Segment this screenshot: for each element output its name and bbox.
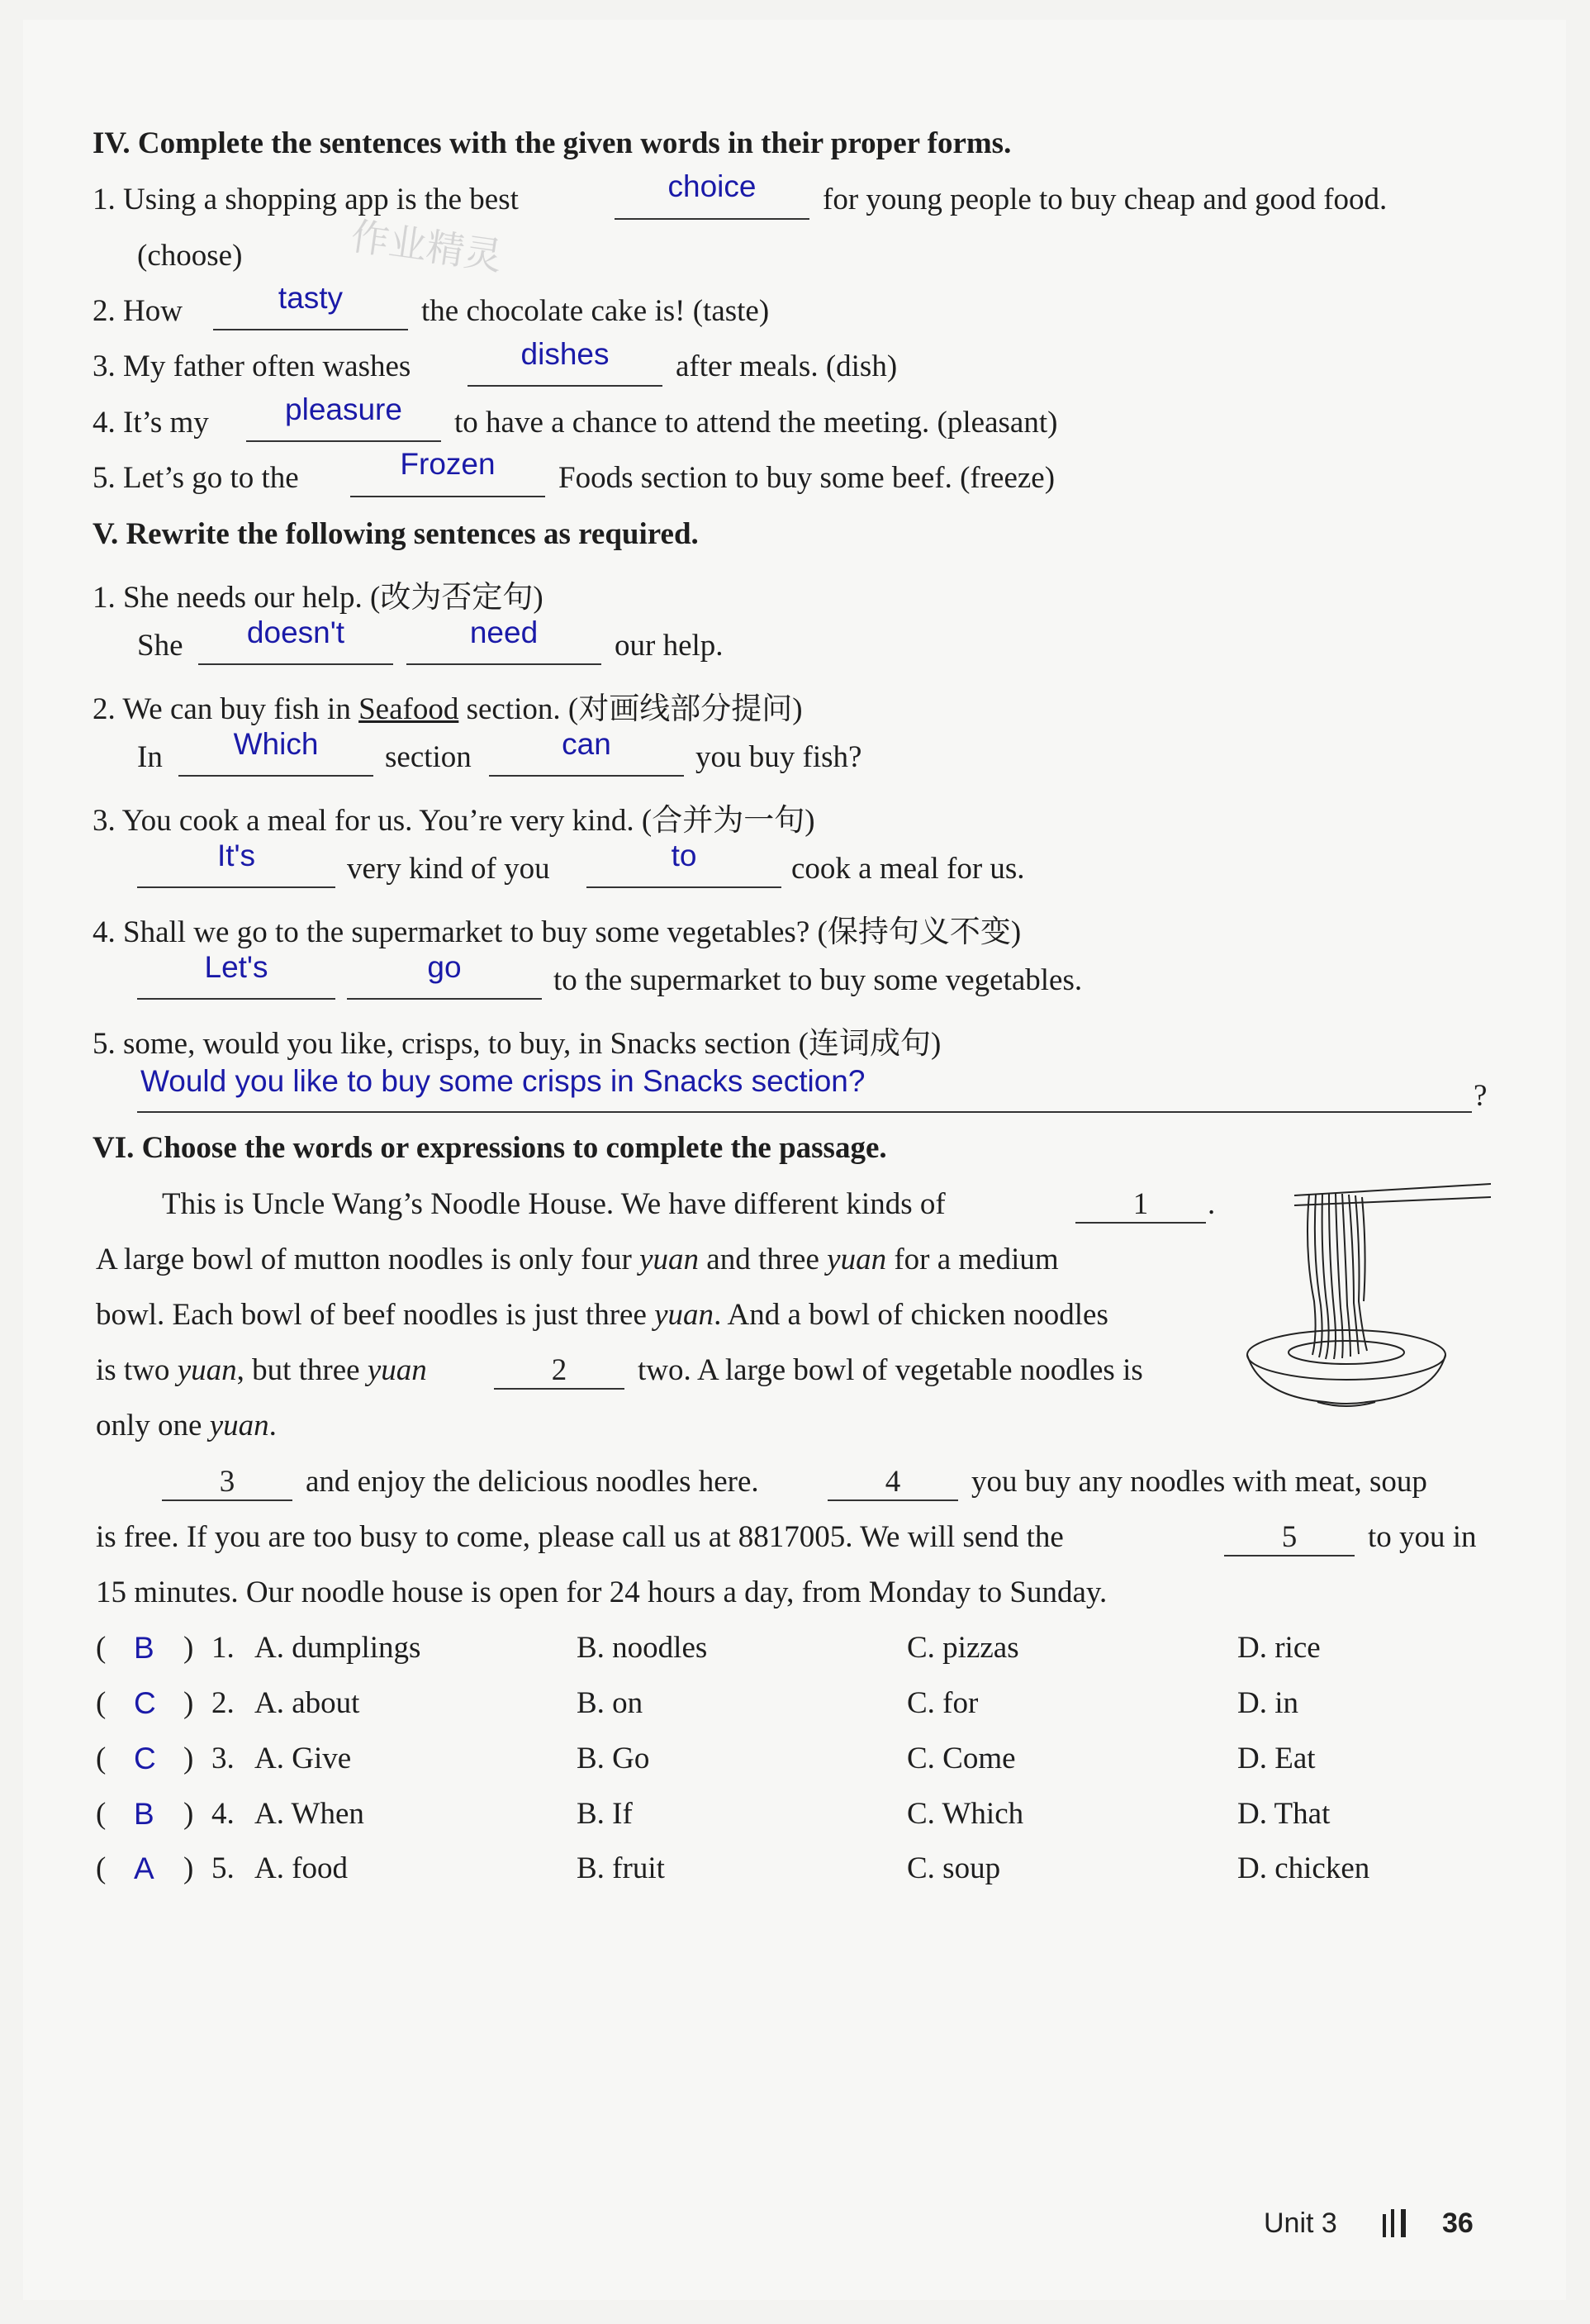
passage-blank-3-number: 3 <box>219 1465 235 1499</box>
passage-line-3 <box>96 1297 1108 1333</box>
s5-q2-answer-2: can <box>562 727 611 761</box>
footer-bars-icon <box>1381 2206 1414 2239</box>
choice-option-a[interactable]: A. food <box>254 1851 349 1885</box>
choice-option-c[interactable]: C. pizzas <box>907 1631 1019 1665</box>
s4-q2-blank[interactable] <box>213 329 408 330</box>
s5-q1-answer-1: doesn't <box>246 615 345 649</box>
s5-q2-text-b: section. (对画线部分提问) <box>466 692 803 726</box>
chopstick-1 <box>1294 1184 1491 1195</box>
section-v-title: V. Rewrite the following sentences as required. <box>93 517 699 551</box>
s5-q3-tail: cook a meal for us. <box>791 852 1025 886</box>
s5-q1-blank-2[interactable] <box>406 663 601 665</box>
s5-q3-answer-2: to <box>671 839 697 872</box>
s5-q2-lead: In <box>137 740 163 774</box>
s4-q1-blank[interactable] <box>615 218 809 220</box>
s5-q3-blank-2[interactable] <box>586 886 781 888</box>
s5-q5-blank[interactable] <box>137 1111 1472 1113</box>
yuan-word: yuan <box>654 1298 714 1332</box>
s4-q1-hint: (choose) <box>137 239 243 273</box>
choice-bracket-open: ( <box>96 1686 107 1720</box>
s5-q2-text <box>93 683 803 728</box>
s4-q4-text: 4. It’s my <box>93 406 209 440</box>
yuan-word: yuan <box>177 1353 237 1387</box>
passage-line-4-c: two. A large bowl of vegetable noodles is <box>638 1353 1143 1387</box>
s4-q4-blank[interactable] <box>246 440 441 442</box>
choice-option-a[interactable]: A. Give <box>254 1742 352 1775</box>
choice-option-b[interactable]: B. on <box>577 1686 643 1720</box>
passage-p2-line-1a: and enjoy the delicious noodles here. <box>306 1465 759 1499</box>
passage-blank-5-number: 5 <box>1281 1520 1298 1554</box>
s5-q3-text: 3. You cook a meal for us. You’re very kind. (合并为一句) <box>93 804 815 838</box>
choice-option-d[interactable]: D. chicken <box>1237 1851 1370 1885</box>
s5-q4-answer-1: Let's <box>204 950 268 984</box>
s4-q5-text: 5. Let’s go to the <box>93 461 299 495</box>
s5-q2-tail: you buy fish? <box>695 740 862 774</box>
choice-answer[interactable]: B <box>134 1797 154 1831</box>
s5-q2-text-a: 2. We can buy fish in <box>93 692 351 726</box>
s5-q2-blank-2[interactable] <box>489 775 684 777</box>
passage-line-4-text: is two <box>96 1353 170 1387</box>
s5-q3-mid: very kind of you <box>347 852 550 886</box>
choice-option-b[interactable]: B. noodles <box>577 1631 708 1665</box>
s4-q2-text: 2. How <box>93 294 183 328</box>
s4-q2-answer: tasty <box>278 281 344 315</box>
choice-bracket-close: ) <box>183 1797 194 1831</box>
s5-q1-lead: She <box>137 629 183 663</box>
choice-number: 4. <box>211 1797 235 1831</box>
passage-line-2-a: A large bowl of mutton noodles is only four <box>96 1243 632 1276</box>
s5-q4-tail: to the supermarket to buy some vegetables. <box>553 963 1083 997</box>
s5-q1-text: 1. She needs our help. (改为否定句) <box>93 581 543 615</box>
s4-q5-blank[interactable] <box>350 496 545 497</box>
choice-answer[interactable]: B <box>134 1631 154 1665</box>
passage-line-2-c: for a medium <box>894 1243 1059 1276</box>
choice-number: 1. <box>211 1631 235 1665</box>
choice-option-d[interactable]: D. That <box>1237 1797 1331 1831</box>
passage-line-5 <box>96 1408 277 1443</box>
s4-q2-text-end: the chocolate cake is! (taste) <box>421 294 770 328</box>
choice-bracket-open: ( <box>96 1851 107 1885</box>
choice-option-c[interactable]: C. for <box>907 1686 979 1720</box>
s5-q1-answer-2: need <box>469 615 539 649</box>
yuan-word: yuan <box>209 1409 269 1442</box>
s4-q3-blank[interactable] <box>468 385 662 387</box>
section-iv-title: IV. Complete the sentences with the given words in their proper forms. <box>93 126 1012 160</box>
passage-line-5-text: only one <box>96 1409 202 1442</box>
choice-number: 5. <box>211 1851 235 1885</box>
yuan-word: yuan <box>639 1243 700 1276</box>
passage-line-1: This is Uncle Wang’s Noodle House. We have different kinds of <box>162 1187 946 1221</box>
choice-answer[interactable]: A <box>134 1851 154 1885</box>
choice-answer[interactable]: C <box>134 1686 156 1720</box>
s5-q5-answer: Would you like to buy some crisps in Snacks section? <box>140 1064 866 1098</box>
passage-line-2-b: and three <box>706 1243 819 1276</box>
passage-line-4-a <box>96 1352 427 1388</box>
choice-option-b[interactable]: B. fruit <box>577 1851 665 1885</box>
choice-bracket-close: ) <box>183 1742 194 1775</box>
passage-blank-1-number: 1 <box>1132 1187 1149 1221</box>
noodle-bowl-illustration <box>1243 1177 1491 1409</box>
passage-p2-line-3: 15 minutes. Our noodle house is open for 24 hours a day, from Monday to Sunday. <box>96 1575 1108 1609</box>
choice-option-a[interactable]: A. When <box>254 1797 364 1831</box>
s5-q5-end: ? <box>1474 1079 1488 1113</box>
s5-q3-blank-1[interactable] <box>137 886 335 888</box>
passage-line-4-text-b: , but three <box>236 1353 360 1387</box>
chopstick-2 <box>1294 1197 1491 1205</box>
choice-option-b[interactable]: B. Go <box>577 1742 650 1775</box>
choice-bracket-open: ( <box>96 1797 107 1831</box>
passage-blank-1[interactable] <box>1075 1222 1206 1224</box>
choice-answer[interactable]: C <box>134 1742 156 1775</box>
choice-bracket-open: ( <box>96 1742 107 1775</box>
s4-q5-text-end: Foods section to buy some beef. (freeze) <box>558 461 1056 495</box>
passage-blank-2[interactable] <box>494 1388 624 1390</box>
s5-q2-mid: section <box>385 740 472 774</box>
s4-q5-answer: Frozen <box>400 447 496 481</box>
yuan-word: yuan <box>827 1243 887 1276</box>
s4-q1-answer: choice <box>667 169 757 203</box>
s5-q1-tail: our help. <box>615 629 724 663</box>
s5-q1-blank-1[interactable] <box>198 663 393 665</box>
choice-number: 2. <box>211 1686 235 1720</box>
passage-blank-2-number: 2 <box>551 1353 567 1387</box>
choice-bracket-close: ) <box>183 1851 194 1885</box>
page-number: 36 <box>1442 2208 1474 2239</box>
s4-q3-text: 3. My father often washes <box>93 349 411 383</box>
choice-bracket-close: ) <box>183 1631 194 1665</box>
choice-bracket-open: ( <box>96 1631 107 1665</box>
s5-q2-blank-1[interactable] <box>178 775 373 777</box>
s5-q4-text: 4. Shall we go to the supermarket to buy some vegetables? (保持句义不变) <box>93 915 1022 949</box>
s5-q3-answer-1: It's <box>216 839 256 872</box>
choice-option-c[interactable]: C. Which <box>907 1797 1024 1831</box>
s5-q4-blank-2[interactable] <box>347 998 542 1000</box>
passage-blank-5[interactable] <box>1224 1555 1355 1556</box>
choice-option-c[interactable]: C. Come <box>907 1742 1016 1775</box>
choice-option-a[interactable]: A. dumplings <box>254 1631 421 1665</box>
passage-line-5-period: . <box>268 1409 277 1442</box>
choice-option-d[interactable]: D. rice <box>1237 1631 1321 1665</box>
passage-line-1-period: . <box>1208 1187 1216 1221</box>
watermark: 作业精灵 <box>348 213 505 279</box>
passage-p2-line-1b: you buy any noodles with meat, soup <box>971 1465 1427 1499</box>
s4-q4-text-end: to have a chance to attend the meeting. (pleasant) <box>454 406 1058 440</box>
s5-q4-answer-2: go <box>427 950 462 984</box>
passage-line-2 <box>96 1242 1059 1277</box>
choice-number: 3. <box>211 1742 235 1775</box>
choice-option-d[interactable]: D. in <box>1237 1686 1298 1720</box>
bowl-rim <box>1247 1330 1445 1380</box>
s4-q3-text-end: after meals. (dish) <box>676 349 898 383</box>
passage-p2-line-2b: to you in <box>1368 1520 1477 1554</box>
choice-option-c[interactable]: C. soup <box>907 1851 1001 1885</box>
yuan-word: yuan <box>367 1353 427 1387</box>
passage-line-3-b: . And a bowl of chicken noodles <box>714 1298 1108 1332</box>
footer-unit-label: Unit 3 <box>1264 2208 1337 2239</box>
choice-bracket-close: ) <box>183 1686 194 1720</box>
passage-blank-4[interactable] <box>828 1499 958 1501</box>
choice-option-b[interactable]: B. If <box>577 1797 633 1831</box>
s5-q5-text: 5. some, would you like, crisps, to buy, in Snacks section (连词成句) <box>93 1027 942 1061</box>
s5-q2-underlined: Seafood <box>358 692 459 726</box>
passage-blank-3[interactable] <box>162 1499 292 1501</box>
passage-blank-4-number: 4 <box>885 1465 901 1499</box>
passage-p2-line-2a: is free. If you are too busy to come, please call us at 8817005. We will send the <box>96 1520 1064 1554</box>
passage-line-3-a: bowl. Each bowl of beef noodles is just three <box>96 1298 647 1332</box>
s4-q1-text-end: for young people to buy cheap and good food. <box>823 183 1388 216</box>
choice-option-d[interactable]: D. Eat <box>1237 1742 1316 1775</box>
s4-q4-answer: pleasure <box>285 392 402 426</box>
choice-option-a[interactable]: A. about <box>254 1686 360 1720</box>
s5-q2-answer-1: Which <box>233 727 319 761</box>
s5-q4-blank-1[interactable] <box>137 998 335 1000</box>
s4-q3-answer: dishes <box>520 337 610 371</box>
s4-q1-text: 1. Using a shopping app is the best <box>93 183 519 216</box>
section-vi-title: VI. Choose the words or expressions to complete the passage. <box>93 1131 887 1165</box>
